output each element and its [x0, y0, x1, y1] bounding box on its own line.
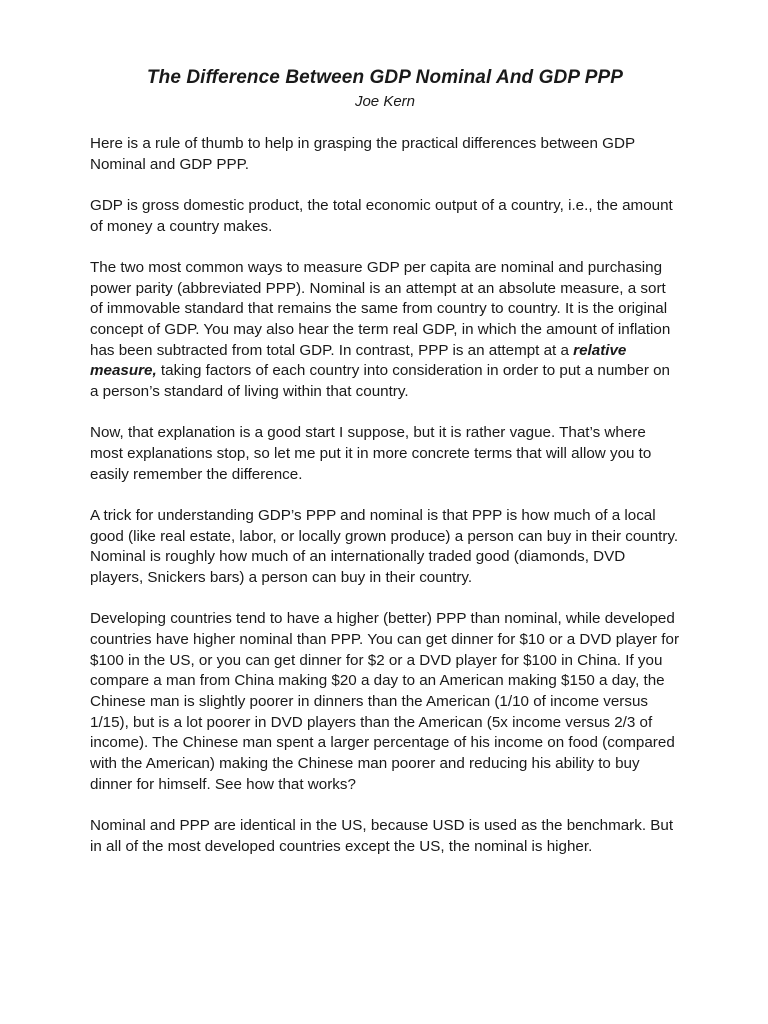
emphasis-relative-measure: relative measure,	[90, 341, 627, 380]
paragraph-gdp-definition: GDP is gross domestic product, the total economic output of a country, i.e., the amount of money a country makes.	[90, 196, 673, 235]
document-title: The Difference Between GDP Nominal And GDP PPP	[146, 67, 624, 88]
paragraph-us-benchmark: Nominal and PPP are identical in the US, because USD is used as the benchmark. But in all of the most developed countries except the US, the nominal is higher.	[90, 816, 674, 855]
paragraph-measurement-methods-text-after: taking factors of each country into consideration in order to put a number on a person’s standard of living within that country.	[90, 362, 671, 401]
paragraph-intro: Here is a rule of thumb to help in grasping the practical differences between GDP Nominal and GDP PPP.	[90, 135, 635, 173]
paragraph-developing-countries: Developing countries tend to have a higher (better) PPP than nominal, while developed countries have higher nominal than PPP. You can get dinner for $10 or a DVD player for $100 in the US, or you can get dinner for $2 or a DVD player for $100 in China. If you compare a man from China making $20 a day to an American making $150 a day, the Chinese man is slightly poorer in dinners than the American (1/10 of income versus 1/15), but is a lot poorer in DVD players than the American (5x income versus 2/3 of income). The Chinese man spent a larger percentage of his income on food (compared with the American) making the Chinese man poorer and reducing his ability to buy dinner for himself. See how that works?	[90, 610, 680, 793]
paragraph-trick: A trick for understanding GDP’s PPP and nominal is that PPP is how much of a local good (like real estate, labor, or locally grown produce) a person can buy in their country. Nominal is roughly how much of an internationally traded good (diamonds, DVD players, Snickers bars) a person can buy in their country.	[90, 506, 679, 586]
paragraph-measurement-methods-text-before: The two most common ways to measure GDP per capita are nominal and purchasing power parity (abbreviated PPP). Nominal is an attempt at an absolute measure, a sort of immovable standard that remains the same from country to country. It is the original concept of GDP. You may also hear the term real GDP, in which the amount of inflation has been subtracted from total GDP. In contrast, PPP is an attempt at a	[90, 258, 671, 359]
document-author: Joe Kern	[354, 93, 416, 110]
paragraph-measurement-methods	[90, 258, 680, 403]
paragraph-explanation-vague: Now, that explanation is a good start I suppose, but it is rather vague. That’s where most explanations stop, so let me put it in more concrete terms that will allow you to easily remember the difference.	[90, 424, 652, 483]
